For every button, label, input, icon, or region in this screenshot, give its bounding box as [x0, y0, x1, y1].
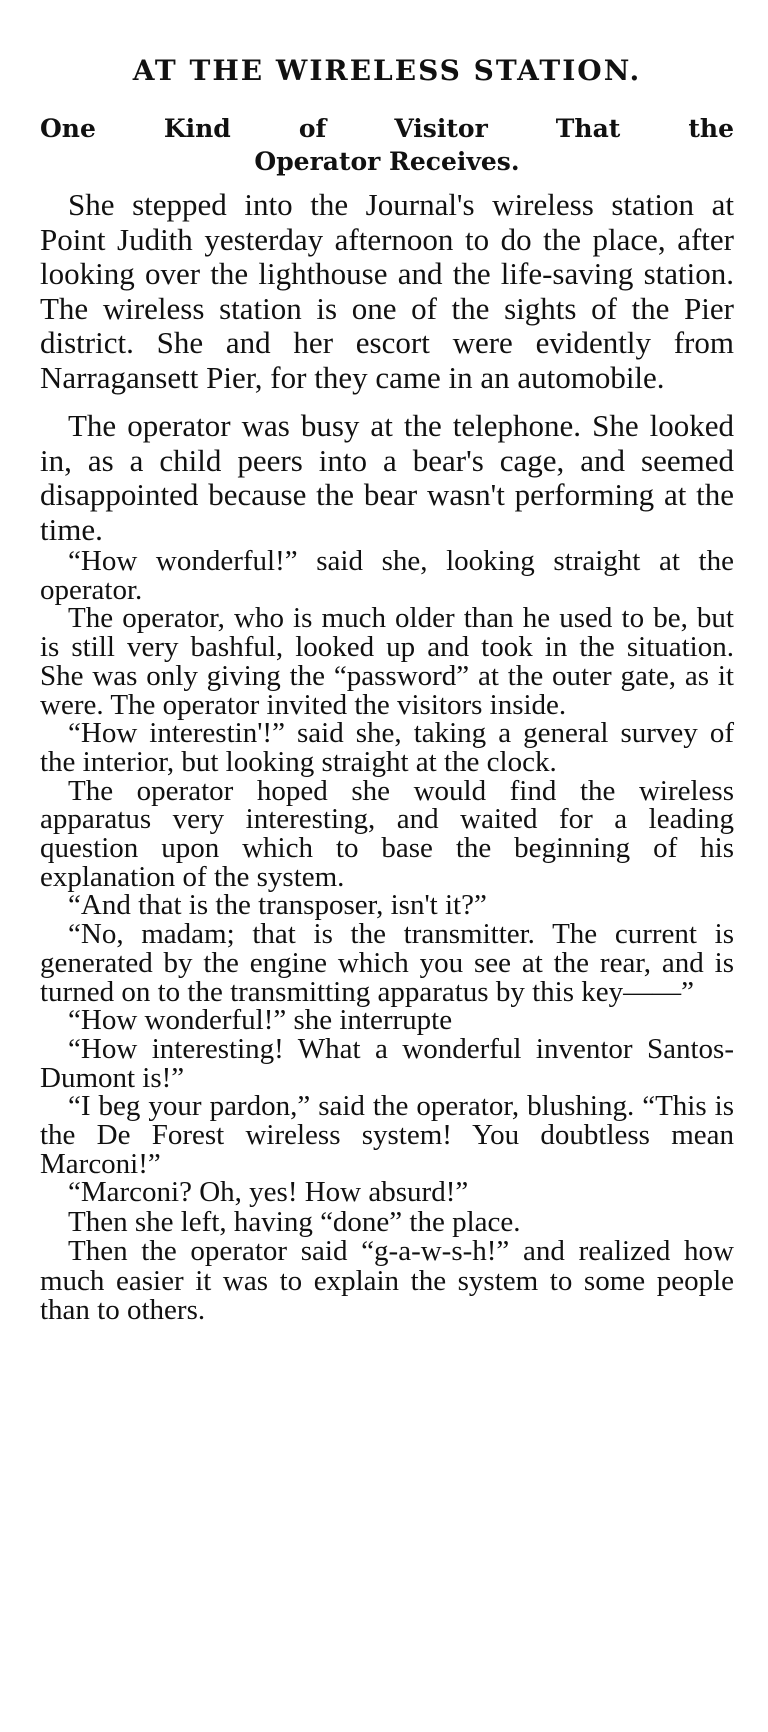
paragraph-11: “I beg your pardon,” said the operator, blushing. “This is the De Forest wireless system! You doubtless mean Marconi!” [40, 1090, 734, 1180]
paragraph-9: “How wonderful!” she interrupte [68, 1004, 453, 1037]
paragraph-12: “Marconi? Oh, yes! How absurd!” [68, 1176, 469, 1209]
subheadline-line-2: Operator Receives. [254, 147, 520, 176]
paragraph-7: “And that is the transposer, isn't it?” [68, 889, 487, 922]
subheadline-line-1: One Kind of Visitor That the [40, 114, 734, 143]
paragraph-6: The operator hoped she would find the wireless apparatus very interesting, and waited for a leading question upon which to base the beginning of his explanation of the system. [40, 774, 734, 893]
paragraph-4: The operator, who is much older than he used to be, but is still very bashful, looked up and took in the situation. She was only giving the “password” at the outer gate, as it were. The operator invited the visitors inside. [40, 602, 734, 721]
article-headline: AT THE WIRELESS STATION. [132, 54, 642, 87]
paragraph-1: She stepped into the Journal's wireless station at Point Judith yesterday afternoon to do the place, after looking over the lighthouse and the life-saving station. The wireless station is one of the sights of the Pier district. She and her escort were evidently from Narragansett Pier, for they came in an automobile. [40, 187, 734, 395]
paragraph-5: “How interestin'!” said she, taking a general survey of the interior, but looking straight at the clock. [40, 717, 734, 778]
article-subheadline [40, 112, 734, 178]
paragraph-10: “How interesting! What a wonderful inventor Santos-Dumont is!” [40, 1032, 734, 1094]
paragraph-3: “How wonderful!” said she, looking straight at the operator. [40, 545, 734, 606]
paragraph-13: Then she left, having “done” the place. [68, 1205, 521, 1238]
paragraph-2: The operator was busy at the telephone. She looked in, as a child peers into a bear's cage, and seemed disappointed because the bear wasn't performing at the time. [40, 408, 734, 547]
paragraph-8: “No, madam; that is the transmitter. The current is generated by the engine which you see at the rear, and is turned on to the transmitting apparatus by this key——” [40, 918, 734, 1008]
paragraph-14: Then the operator said “g-a-w-s-h!” and realized how much easier it was to explain the system to some people than to others. [40, 1235, 734, 1327]
